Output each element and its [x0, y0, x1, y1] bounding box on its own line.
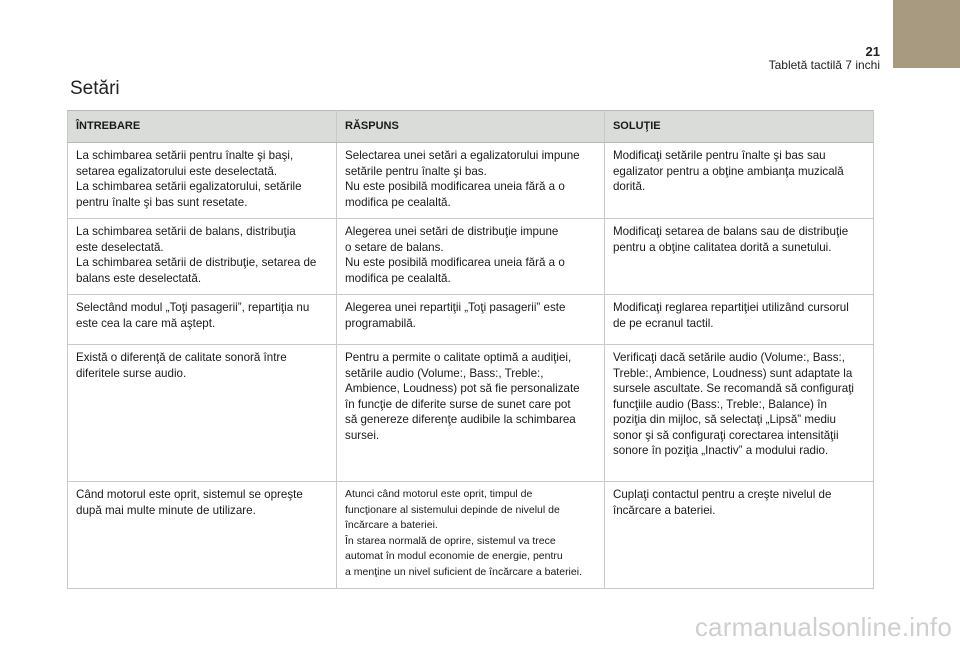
text-line: pentru a obţine calitatea dorită a sunetului.	[612, 240, 832, 254]
solution-cell	[604, 219, 873, 295]
text-line: Pentru a permite o calitate optimă a audiţiei,	[345, 351, 572, 364]
text-line: Verificaţi dacă setările audio (Volume:, Bass:,	[612, 351, 845, 364]
solution-cell	[604, 143, 873, 219]
question-cell	[68, 143, 337, 219]
text-line: a menţine un nivel suficient de încărcare a bateriei.	[345, 565, 582, 578]
text-line: Modificaţi reglarea repartiţiei utilizând cursorul	[612, 301, 849, 314]
text-line: Modificaţi setarea de balans sau de distribuţie	[612, 225, 849, 238]
text-line: La schimbarea setării egalizatorului, setările	[76, 180, 302, 193]
text-line: Nu este posibilă modificarea uneia fără a o	[345, 256, 565, 269]
text-line: Modificaţi setările pentru înalte şi bas sau	[612, 149, 826, 162]
text-line: balans este deselectată.	[76, 271, 202, 285]
answer-cell	[337, 345, 605, 482]
text-line: diferitele surse audio.	[76, 366, 187, 380]
text-line: Alegerea unei repartiţii „Toţi pasagerii” este	[345, 301, 566, 314]
question-cell	[68, 482, 337, 589]
text-line: sonore în poziţia „Inactiv” a modului radio.	[612, 444, 829, 457]
column-header-answer: RĂSPUNS	[337, 111, 605, 143]
text-line: setările audio (Volume:, Bass:, Treble:,	[345, 366, 544, 380]
text-line: setarea egalizatorului este deselectată.	[76, 164, 278, 178]
answer-cell	[337, 295, 605, 345]
text-line: Cuplaţi contactul pentru a creşte nivelul de	[612, 488, 832, 501]
text-line: în funcţie de diferite surse de sunet care pot	[345, 397, 571, 411]
text-line: La schimbarea setării de balans, distribuţia	[76, 225, 296, 238]
text-line: programabilă.	[345, 316, 416, 330]
text-line: La schimbarea setării de distribuţie, setarea de	[76, 256, 317, 269]
table-header-row	[68, 111, 874, 143]
text-line: sursele ascultate. Se recomandă să configuraţi	[612, 382, 854, 395]
table-row	[68, 482, 874, 589]
text-line: setările pentru înalte şi bas.	[345, 164, 487, 178]
text-line: modifica pe cealaltă.	[345, 271, 451, 285]
column-header-solution: SOLUŢIE	[604, 111, 873, 143]
text-line: La schimbarea setării pentru înalte şi başi,	[76, 149, 294, 162]
solution-cell	[604, 345, 873, 482]
table-row	[68, 143, 874, 219]
text-line: modifica pe cealaltă.	[345, 195, 451, 209]
text-line: Ambience, Loudness) pot să fie personalizate	[345, 382, 580, 395]
text-line: dorită.	[612, 180, 646, 193]
text-line: În starea normală de oprire, sistemul va trece	[345, 534, 556, 547]
text-line: de pe ecranul tactil.	[612, 316, 714, 330]
watermark: carmanualsonline.info	[694, 612, 952, 642]
text-line: este deselectată.	[76, 240, 164, 254]
text-line: pentru înalte şi bas sunt resetate.	[76, 195, 248, 209]
page-subtitle: Tabletă tactilă 7 inchi	[768, 58, 880, 72]
answer-cell	[337, 482, 605, 589]
text-line: funcţiile audio (Bass:, Treble:, Balance) în	[612, 397, 827, 411]
page-number: 21	[865, 44, 880, 59]
column-header-question: ÎNTREBARE	[68, 111, 337, 143]
question-cell	[68, 295, 337, 345]
text-line: funcţionare al sistemului depinde de nivelul de	[345, 503, 560, 516]
table-row	[68, 295, 874, 345]
text-line: Atunci când motorul este oprit, timpul de	[345, 488, 533, 500]
faq-table	[67, 110, 874, 589]
text-line: încărcare a bateriei.	[612, 503, 716, 517]
text-line: încărcare a bateriei.	[345, 519, 438, 531]
text-line: este cea la care mă aştept.	[76, 316, 216, 330]
solution-cell	[604, 295, 873, 345]
text-line: poziţia din mijloc, să selectaţi „Lipsă” mediu	[612, 413, 836, 426]
table-row	[68, 345, 874, 482]
solution-cell	[604, 482, 873, 589]
question-cell	[68, 219, 337, 295]
text-line: Alegerea unei setări de distribuţie impune	[345, 225, 559, 238]
question-cell	[68, 345, 337, 482]
text-line: Nu este posibilă modificarea uneia fără a o	[345, 180, 565, 193]
text-line: o setare de balans.	[345, 240, 444, 254]
corner-tab	[893, 0, 960, 68]
text-line: egalizator pentru a obţine ambianţa muzicală	[612, 164, 844, 178]
text-line: după mai multe minute de utilizare.	[76, 503, 256, 517]
answer-cell	[337, 219, 605, 295]
table-row	[68, 219, 874, 295]
text-line: Treble:, Ambience, Loudness) sunt adaptate la	[612, 366, 853, 380]
text-line: sonor şi să configuraţi corectarea intensităţii	[612, 428, 839, 442]
text-line: să genereze diferenţe audibile la schimbarea	[345, 413, 576, 426]
answer-cell	[337, 143, 605, 219]
text-line: automat în modul economie de energie, pentru	[345, 550, 563, 562]
text-line: sursei.	[345, 428, 380, 442]
page-title: Setări	[70, 78, 120, 99]
text-line: Când motorul este oprit, sistemul se opreşte	[76, 488, 303, 501]
text-line: Există o diferenţă de calitate sonoră între	[76, 351, 287, 364]
text-line: Selectând modul „Toţi pasagerii”, repartiţia nu	[76, 301, 310, 314]
text-line: Selectarea unei setări a egalizatorului impune	[345, 149, 580, 162]
